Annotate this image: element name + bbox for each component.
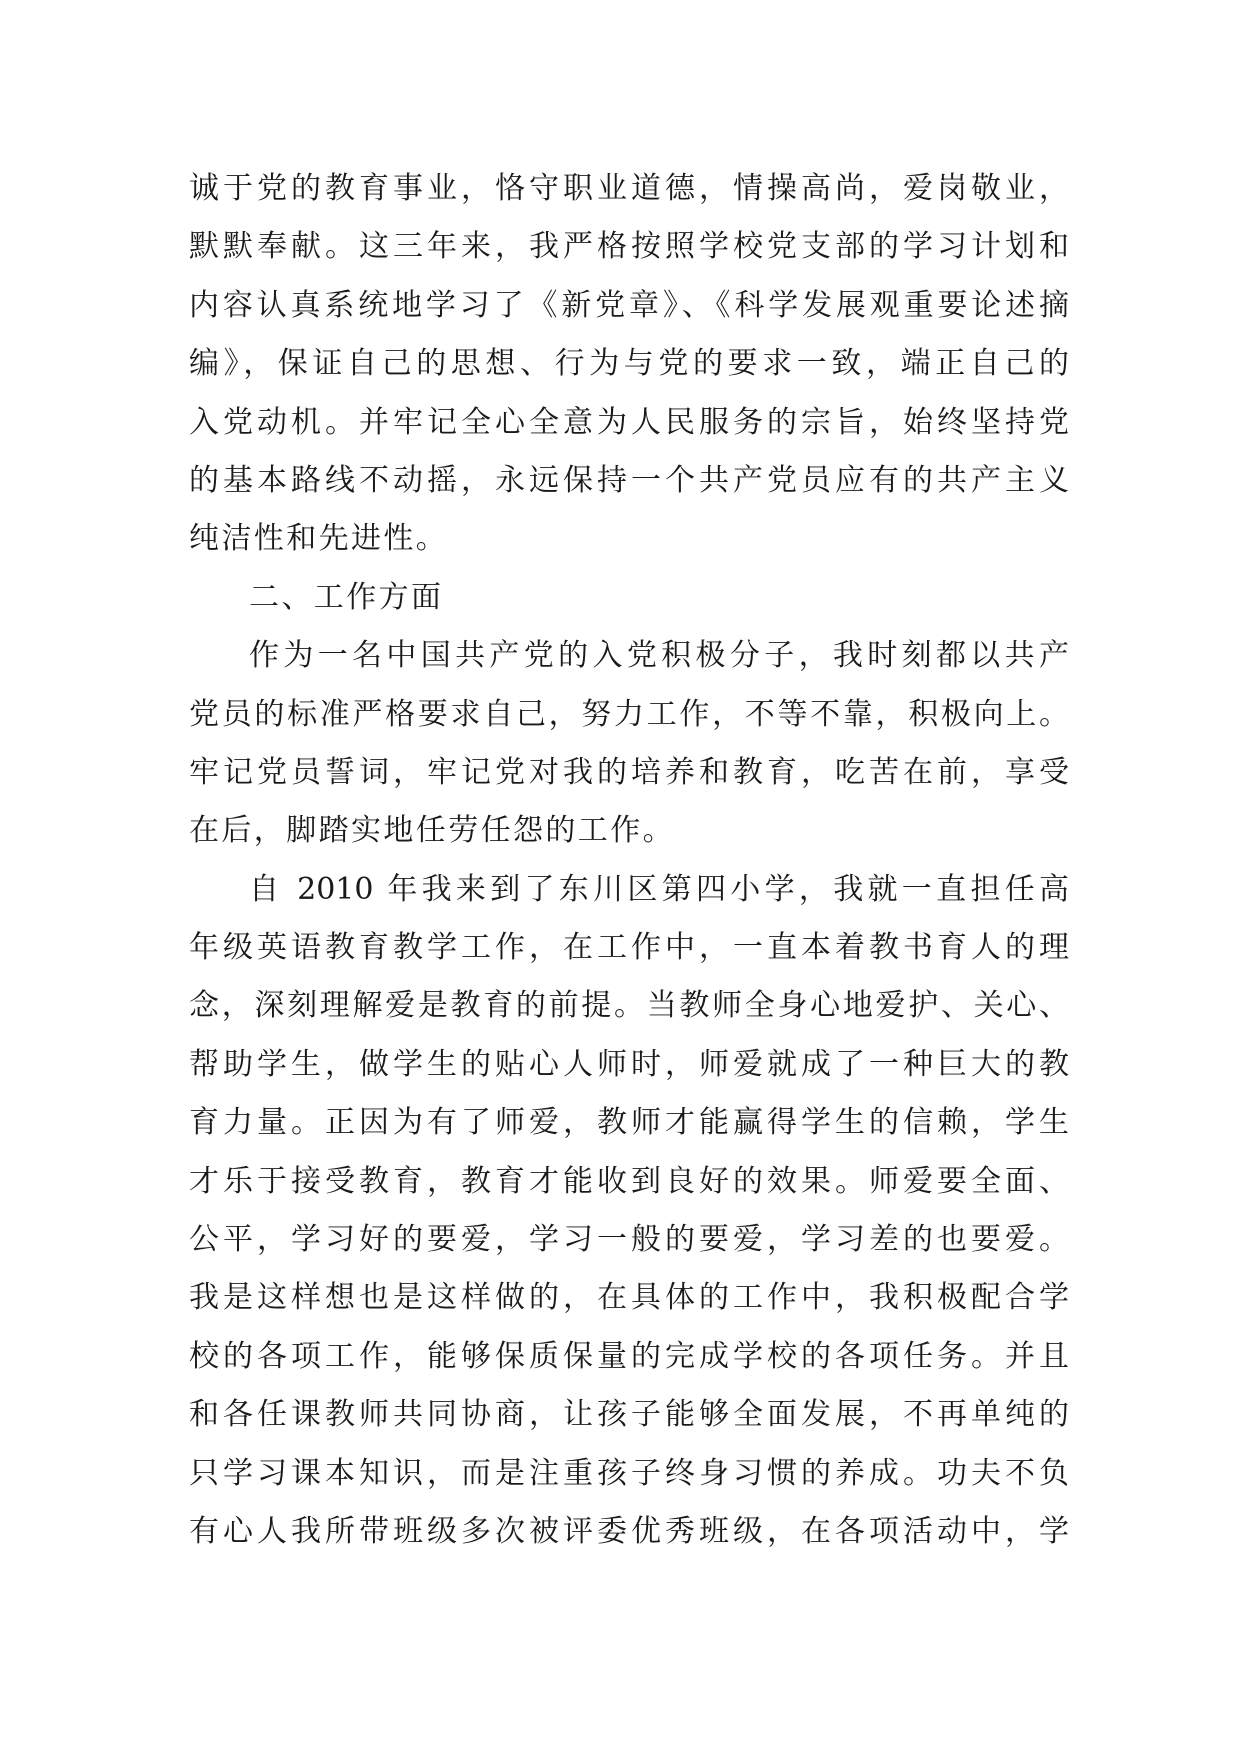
text-line: 才乐于接受教育，教育才能收到良好的效果。师爱要全面、 (189, 1163, 1069, 1199)
text-line: 默默奉献。这三年来，我严格按照学校党支部的学习计划和 (189, 229, 1069, 265)
text-line: 党员的标准严格要求自己，努力工作，不等不靠，积极向上。 (189, 696, 1069, 732)
text-line: 编》，保证自己的思想、行为与党的要求一致，端正自己的 (189, 346, 1069, 382)
text-line: 入党动机。并牢记全心全意为人民服务的宗旨，始终坚持党 (189, 404, 1069, 440)
body-text (189, 160, 1069, 1561)
text-line: 只学习课本知识，而是注重孩子终身习惯的养成。功夫不负 (189, 1455, 1069, 1491)
text-line: 我是这样想也是这样做的，在具体的工作中，我积极配合学 (189, 1280, 1069, 1316)
text-line: 在后，脚踏实地任劳任怨的工作。 (189, 813, 675, 849)
text-line: 和各任课教师共同协商，让孩子能够全面发展，不再单纯的 (189, 1397, 1069, 1433)
paragraph-first-line: 作为一名中国共产党的入党积极分子，我时刻都以共产 (249, 638, 1069, 674)
text-line: 校的各项工作，能够保质保量的完成学校的各项任务。并且 (189, 1338, 1069, 1374)
text-line: 帮助学生，做学生的贴心人师时，师爱就成了一种巨大的教 (189, 1046, 1069, 1082)
text-line: 育力量。正因为有了师爱，教师才能赢得学生的信赖，学生 (189, 1105, 1069, 1141)
text-line: 的基本路线不动摇，永远保持一个共产党员应有的共产主义 (189, 462, 1069, 498)
text-line: 内容认真系统地学习了《新党章》、《科学发展观重要论述摘 (189, 287, 1069, 323)
text-line: 有心人我所带班级多次被评委优秀班级，在各项活动中，学 (189, 1513, 1069, 1549)
text-line: 纯洁性和先进性。 (189, 521, 449, 557)
text-line: 念，深刻理解爱是教育的前提。当教师全身心地爱护、关心、 (189, 988, 1069, 1024)
section-heading: 二、工作方面 (249, 579, 444, 615)
paragraph-first-line: 自 2010 年我来到了东川区第四小学，我就一直担任高 (249, 871, 1069, 907)
text-line: 公平，学习好的要爱，学习一般的要爱，学习差的也要爱。 (189, 1222, 1069, 1258)
text-line: 诚于党的教育事业，恪守职业道德，情操高尚，爱岗敬业， (189, 171, 1069, 206)
text-line: 年级英语教育教学工作，在工作中，一直本着教书育人的理 (189, 930, 1069, 966)
text-line: 牢记党员誓词，牢记党对我的培养和教育，吃苦在前，享受 (189, 754, 1069, 790)
